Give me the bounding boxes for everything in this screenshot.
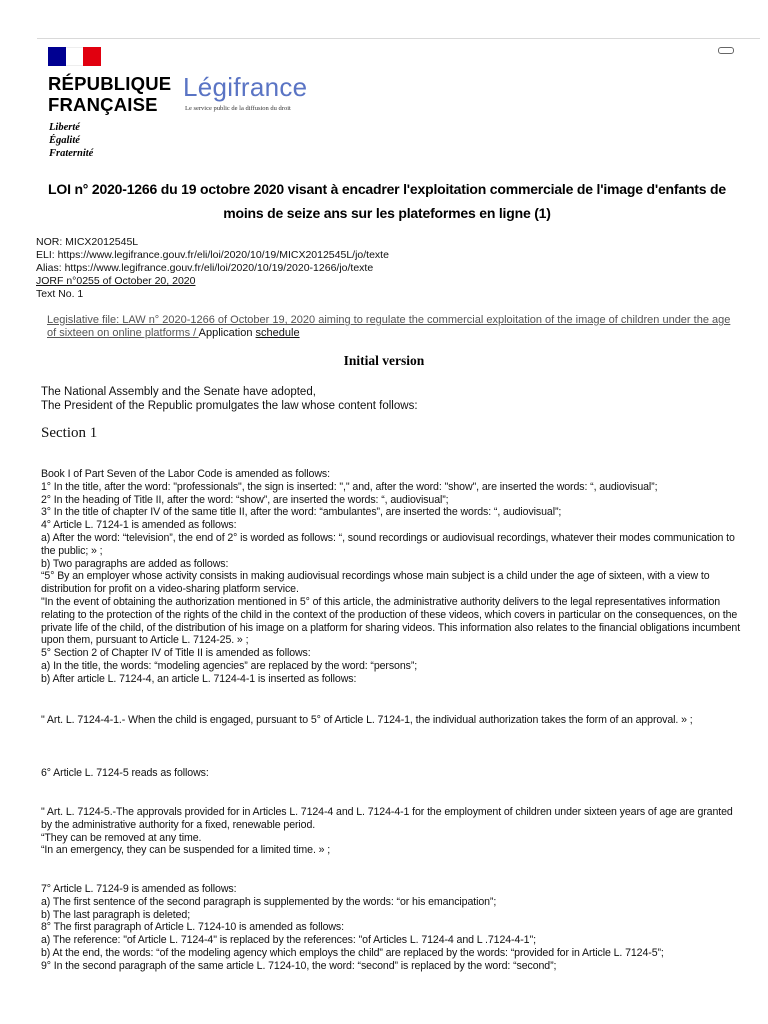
top-divider (37, 38, 760, 39)
article-paragraph-3: 6° Article L. 7124-5 reads as follows: (41, 767, 209, 779)
legifrance-brand[interactable]: Légifrance (183, 72, 308, 102)
schedule-link[interactable]: schedule (255, 327, 300, 339)
intro-text: The National Assembly and the Senate have adopted, The President of the Republic promulgates the law whose content follows: (41, 386, 418, 412)
metadata-block (36, 236, 389, 301)
motto: Liberté Égalité Fraternité (49, 122, 94, 159)
application-label: Application (198, 327, 256, 339)
version-heading: Initial version (343, 353, 425, 368)
text-number: Text No. 1 (36, 288, 84, 300)
alias-line: Alias: https://www.legifrance.gouv.fr/eli/loi/2020/10/19/2020-1266/jo/texte (36, 262, 374, 274)
legislative-file-link[interactable]: Legislative file: LAW n° 2020-1266 of October 19, 2020 aiming to regulate the commercial exploitation of the image of children under the age of sixteen on online platforms / (47, 314, 731, 339)
jorf-link[interactable]: JORF n°0255 of October 20, 2020 (36, 275, 196, 287)
french-flag-logo (48, 47, 101, 66)
nor-line: NOR: MICX2012545L (36, 236, 139, 248)
article-paragraph-4: " Art. L. 7124-5.-The approvals provided for in Articles L. 7124-4 and L. 7124-4-1 for the employment of children under sixteen years of age are granted by the administrative authority for a fixed, renewable period. “They can be removed at any time. “In an emergency, they can be suspended for a limited time. » ; (41, 806, 733, 857)
scroll-indicator[interactable] (718, 47, 734, 54)
law-title: LOI n° 2020-1266 du 19 octobre 2020 visant à encadrer l'exploitation commerciale de l'image d'enfants de moins de seize ans sur les plateformes en ligne (1) (48, 181, 726, 221)
section-heading: Section 1 (41, 425, 98, 441)
article-paragraph-5: 7° Article L. 7124-9 is amended as follows: a) The first sentence of the second paragraph is supplemented by the words: “or his emancipation”; b) The last paragraph is deleted; 8° The first paragraph of Article L. 7124-10 is amended as follows: a) The reference: "of Article L. 7124-4" is replaced by the references: "of Articles L. 7124-4 and L .7124-4-1"; b) At the end, the words: “of the modeling agency which employs the child” are replaced by the words: “provided for in Article L. 7124-5”; 9° In the second paragraph of the same article L. 7124-10, the word: “second” is replaced by the word: “second”; (41, 883, 664, 972)
republique-francaise-logo: RÉPUBLIQUE FRANÇAISE (48, 73, 172, 115)
legislative-file (47, 314, 737, 340)
brand-subtitle: Le service public de la diffusion du droit (185, 105, 291, 112)
article-paragraph-2: " Art. L. 7124-4-1.- When the child is engaged, pursuant to 5° of Article L. 7124-1, the individual authorization takes the form of an approval. » ; (41, 714, 693, 726)
article-paragraph-1: Book I of Part Seven of the Labor Code is amended as follows: 1° In the title, after the word: "professionals", the sign is inserted: "," and, after the word: "show", are inserted the words: “, audiovisual”; 2° In the heading of Title II, after the word: “show”, are inserted the words: “, audiovisual”; 3° In the title of chapter IV of the same title II, after the word: “ambulantes”, are inserted the words: “, audiovisual”; 4° Article L. 7124-1 is amended as follows: a) After the word: “television”, the end of 2° is worded as follows: “, sound recordings or audiovisual recordings, whatever their modes communication to the public; » ; b) Two paragraphs are added as follows: “5° By an employer whose activity consists in making audiovisual recordings whose main subject is a child under the age of sixteen, with a view to distribution for profit on a video-sharing platform service. "In the event of obtaining the authorization mentioned in 5° of this article, the administrative authority delivers to the legal representatives information relating to the protection of the rights of the child in the context of the production of these videos, which covers in particular on the consequences, on the private life of the child, of the distribution of his image on a platform for sharing videos. This information also relates to the financial obligations incumbent upon them, pursuant to Article L. 7124-25. » ; 5° Section 2 of Chapter IV of Title II is amended as follows: a) In the title, the words: “modeling agencies” are replaced by the word: “persons”; b) After article L. 7124-4, an article L. 7124-4-1 is inserted as follows: (41, 468, 741, 685)
eli-line: ELI: https://www.legifrance.gouv.fr/eli/loi/2020/10/19/MICX2012545L/jo/texte (36, 249, 389, 261)
